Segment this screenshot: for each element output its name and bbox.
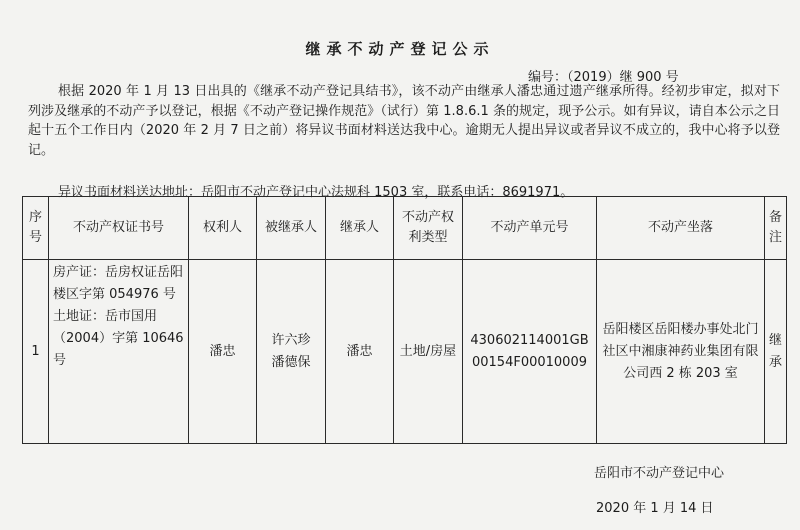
header-heir: 继承人: [326, 197, 394, 260]
document-number: 编号：（2019）继 900 号: [528, 70, 679, 85]
cell-index: 1: [23, 260, 49, 444]
property-table: [22, 196, 787, 444]
notice-paragraph: 根据 2020 年 1 月 13 日出具的《继承不动产登记具结书》，该不动产由继承人潘忠通过遗产继承所得。经初步审定，拟对下列涉及继承的不动产予以登记，根据《不动产登记操作规范》（试行）第 1.8.6.1 条的规定，现予公示。如有异议，请自本公示之日起十五个工作日内（2020 年 2 月 7 日之前）将异议书面材料送达我中心。逾期无人提出异议或者异议不成立的，我中心将予以登记。: [28, 84, 780, 158]
cell-cert-no: [49, 260, 189, 444]
cell-heir: 潘忠: [326, 260, 394, 444]
issuing-organization: 岳阳市不动产登记中心: [594, 466, 725, 481]
objection-address: 异议书面材料送达地址：岳阳市不动产登记中心法规科 1503 室，联系电话：8691971。: [58, 185, 574, 200]
house-cert: 房产证：岳房权证岳阳楼区字第 054976 号: [53, 265, 184, 302]
header-location: 不动产坐落: [597, 197, 765, 260]
header-cert-no: 不动产权证书号: [49, 197, 189, 260]
table-header-row: [23, 197, 787, 260]
decedent-name: 潘德保: [271, 354, 311, 370]
header-decedent: 被继承人: [257, 197, 326, 260]
cell-unit-no: 430602114001GB00154F00010009: [463, 260, 597, 444]
header-unit-no: 不动产单元号: [463, 197, 597, 260]
issue-date: 2020 年 1 月 14 日: [596, 501, 714, 516]
notice-title: 继承不动产登记公示: [305, 40, 495, 58]
table-row: [23, 260, 787, 444]
decedent-name: 许六珍: [271, 332, 311, 348]
header-right-type: 不动产权利类型: [394, 197, 463, 260]
cell-location: 岳阳楼区岳阳楼办事处北门社区中湘康神药业集团有限公司西 2 栋 203 室: [597, 260, 765, 444]
cell-right-holder: 潘忠: [189, 260, 257, 444]
header-remark: 备注: [765, 197, 787, 260]
header-index: 序号: [23, 197, 49, 260]
cell-remark: 继承: [765, 260, 787, 444]
cell-right-type: 土地/房屋: [394, 260, 463, 444]
header-right-holder: 权利人: [189, 197, 257, 260]
cell-decedent: [257, 260, 326, 444]
land-cert: 土地证：岳市国用（2004）字第 10646 号: [53, 309, 184, 368]
